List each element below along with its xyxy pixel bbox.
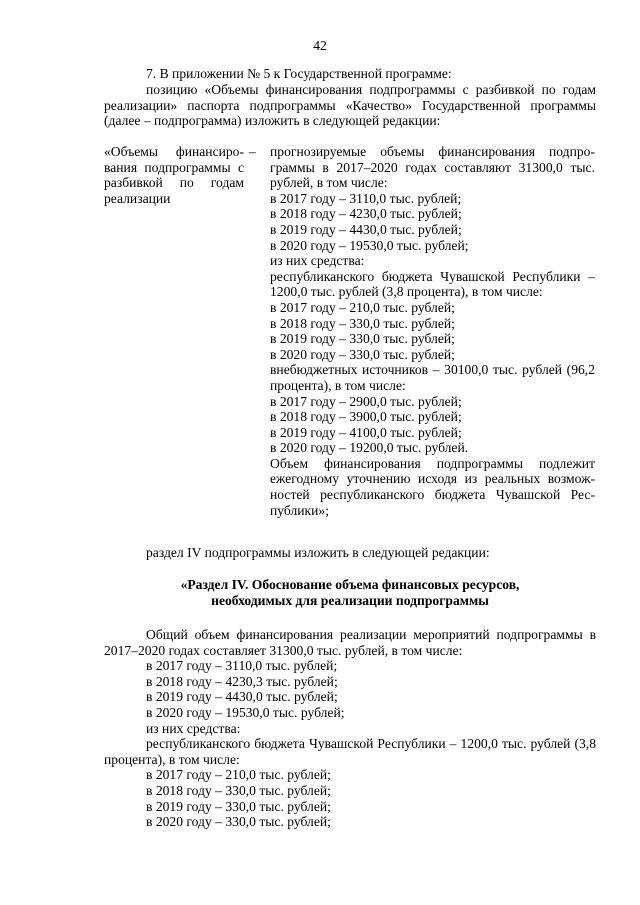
table-note: Объем финансирования подпрограммы подлежит ежегодному уточнению исходя из реальных возмож-ностей республиканского бюджета Чувашской Рес-публики»; — [270, 455, 595, 518]
table-year-2018: в 2018 году – 4230,0 тыс. рублей; — [270, 206, 462, 222]
body-year-2020: в 2020 году – 19530,0 тыс. рублей; — [146, 704, 345, 720]
table-republic-2019: в 2019 году – 330,0 тыс. рублей; — [270, 331, 455, 347]
section-intro: раздел IV подпрограммы изложить в следующей редакции: — [146, 545, 490, 560]
table-total: прогнозируемые объемы финансирования подпро-граммы в 2017–2020 годах составляют 31300,0 тыс. рублей, в том числе: — [270, 144, 595, 191]
table-left-label: «Объемы финансиро-вания подпрограммы с разбивкой по годам реализации — [104, 144, 244, 206]
body-year-2017: в 2017 году – 3110,0 тыс. рублей; — [146, 658, 338, 674]
page-number: 42 — [313, 38, 327, 53]
section-heading — [104, 577, 596, 608]
table-year-2020: в 2020 году – 19530,0 тыс. рублей; — [270, 237, 469, 253]
table-year-2019: в 2019 году – 4430,0 тыс. рублей; — [270, 221, 462, 237]
intro-item: 7. В приложении № 5 к Государственной программе: — [146, 66, 452, 81]
section-heading-line-1: «Раздел IV. Обоснование объема финансовых ресурсов, — [180, 577, 520, 592]
table-of-which: из них средства: — [270, 253, 365, 269]
section-body — [104, 627, 596, 830]
body-of-which: из них средства: — [146, 720, 241, 736]
body-republic-2020: в 2020 году – 330,0 тыс. рублей; — [146, 814, 331, 830]
section-heading-line-2: необходимых для реализации подпрограммы — [211, 592, 489, 608]
body-republic: республиканского бюджета Чувашской Республики – 1200,0 тыс. рублей (3,8 процента), в том числе: — [104, 736, 596, 767]
body-republic-2017: в 2017 году – 210,0 тыс. рублей; — [146, 767, 331, 783]
body-republic-2018: в 2018 году – 330,0 тыс. рублей; — [146, 782, 331, 798]
table-year-2017: в 2017 году – 3110,0 тыс. рублей; — [270, 190, 462, 206]
table-extra-2020: в 2020 году – 19200,0 тыс. рублей. — [270, 440, 469, 456]
table-extra-2017: в 2017 году – 2900,0 тыс. рублей; — [270, 393, 462, 409]
table-right-cell — [270, 144, 595, 518]
table-dash: – — [249, 144, 256, 159]
body-year-2019: в 2019 году – 4430,0 тыс. рублей; — [146, 689, 338, 705]
table-extra-2018: в 2018 году – 3900,0 тыс. рублей; — [270, 409, 462, 425]
body-year-2018: в 2018 году – 4230,3 тыс. рублей; — [146, 673, 338, 689]
table-extra: внебюджетных источников – 30100,0 тыс. рублей (96,2 процента), в том числе: — [270, 362, 595, 393]
table-republic-2017: в 2017 году – 210,0 тыс. рублей; — [270, 299, 455, 315]
intro-position: позицию «Объемы финансирования подпрограммы с разбивкой по годам реализации» паспорта подпрограммы «Качество» Государственной программы (далее – подпрограмма) изложить в следующей редакции: — [104, 82, 596, 129]
table-republic-2018: в 2018 году – 330,0 тыс. рублей; — [270, 315, 455, 331]
table-republic: республиканского бюджета Чувашской Республики – 1200,0 тыс. рублей (3,8 процента), в том числе: — [270, 268, 595, 300]
body-republic-2019: в 2019 году – 330,0 тыс. рублей; — [146, 798, 331, 814]
body-total: Общий объем финансирования реализации мероприятий подпрограммы в 2017–2020 годах составляет 31300,0 тыс. рублей, в том числе: — [104, 627, 596, 658]
table-extra-2019: в 2019 году – 4100,0 тыс. рублей; — [270, 424, 462, 440]
table-republic-2020: в 2020 году – 330,0 тыс. рублей; — [270, 346, 455, 362]
